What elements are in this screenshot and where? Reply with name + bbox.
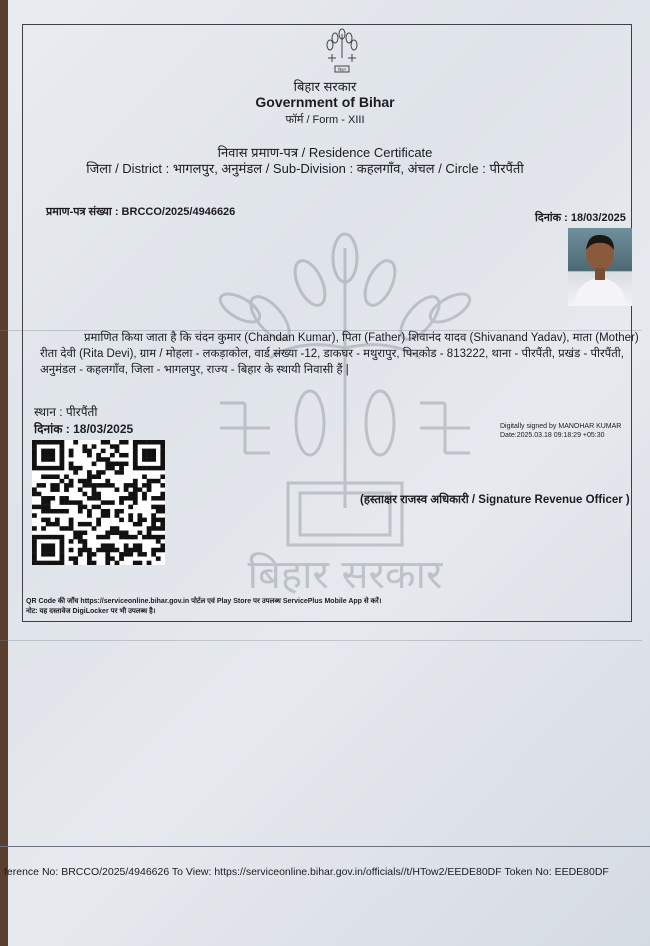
issue-date-top: दिनांक : 18/03/2025 bbox=[535, 212, 626, 224]
watermark-emblem bbox=[210, 228, 480, 608]
govt-english: Government of Bihar bbox=[255, 94, 395, 110]
emblem-caption: बिहार bbox=[337, 67, 347, 72]
qr-code bbox=[32, 440, 165, 565]
footer-divider bbox=[0, 846, 650, 847]
certificate-number: प्रमाण-पत्र संख्या : BRCCO/2025/4946626 bbox=[46, 206, 236, 218]
qr-code-icon bbox=[32, 440, 165, 565]
digital-signature-line2: Date:2025.03.18 09:18:29 +05:30 bbox=[500, 432, 605, 439]
digilocker-note: नोट: यह दस्तावेज DigiLocker पर भी उपलब्ध है। bbox=[26, 608, 156, 615]
person-photo-icon bbox=[568, 228, 632, 306]
footer-reference: ference No: BRCCO/2025/4946626 To View: https://serviceonline.bihar.gov.in/officials//t/HTow2/EEDE80DF Token No: EEDE80DF bbox=[4, 866, 609, 878]
place: स्थान : पीरपैंती bbox=[34, 405, 98, 419]
issue-date-bottom: दिनांक : 18/03/2025 bbox=[34, 422, 134, 436]
bihar-emblem-icon bbox=[318, 28, 366, 76]
qr-note: QR Code की जाँच https://serviceonline.bihar.gov.in पोर्टल एवं Play Store पर उपलब्ध ServicePlus Mobile App से करें। bbox=[26, 598, 382, 605]
applicant-photo bbox=[568, 228, 632, 306]
digital-signature-line1: Digitally signed by MANOHAR KUMAR bbox=[500, 423, 622, 430]
govt-hindi: बिहार सरकार bbox=[293, 79, 357, 94]
certificate-title: निवास प्रमाण-पत्र / Residence Certificate bbox=[217, 145, 433, 160]
watermark-text: बिहार सरकार bbox=[247, 552, 443, 598]
district-line: जिला / District : भागलपुर, अनुमंडल / Sub-Division : कहलगाँव, अंचल / Circle : पीरपैंती bbox=[86, 161, 524, 176]
form-number: फॉर्म / Form - XIII bbox=[285, 114, 365, 126]
fold-line bbox=[0, 640, 642, 641]
officer-signature: (हस्ताक्षर राजस्व अधिकारी / Signature Revenue Officer ) bbox=[360, 494, 630, 506]
certificate-body: प्रमाणित किया जाता है कि चंदन कुमार (Chandan Kumar), पिता (Father) शिवानंद यादव (Shivanand Yadav), माता (Mother) रीता देवी (Rita Devi), ग्राम / मोहला - लकड़ाकोल, वार्ड संख्या -12, डाकघर - मथुरापुर, पिनकोड - 813222, थाना - पीरपैंती, प्रखंड - पीरपैंती, अनुमंडल - कहलगाँव, जिला - भागलपुर, राज्य - बिहार के स्थायी निवासी हैं | bbox=[40, 332, 639, 376]
